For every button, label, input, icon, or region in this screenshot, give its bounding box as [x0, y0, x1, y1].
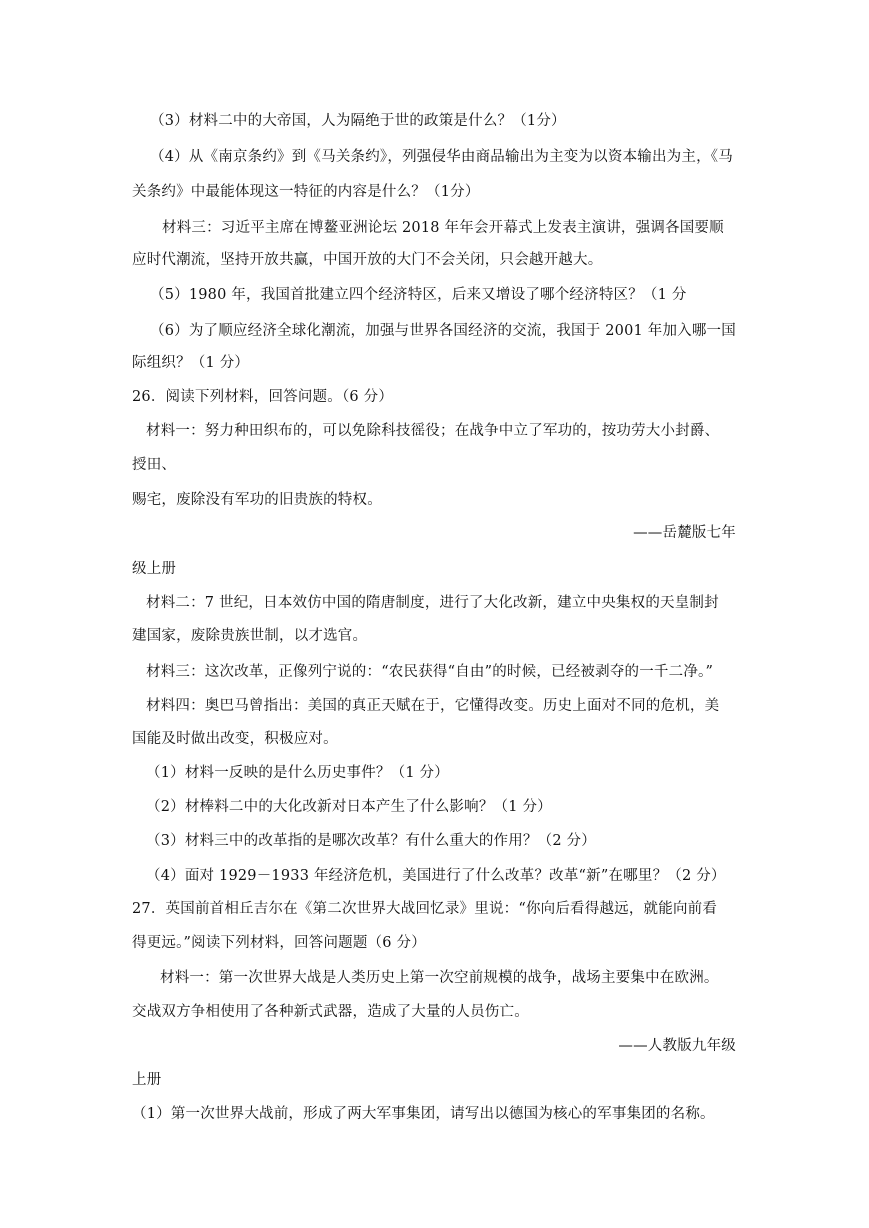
- question-27-heading-line-2: 得更远。”阅读下列材料，回答问题题（6 分）: [132, 935, 426, 951]
- q27-question-1: （1）第一次世界大战前，形成了两大军事集团，请写出以德国为核心的军事集团的名称。: [132, 1106, 715, 1122]
- q26-question-2: （2）材棒料二中的大化改新对日本产生了什么影响？（1 分）: [146, 799, 552, 815]
- question-4-line-1: （4）从《南京条约》到《马关条约》，列强侵华由商品输出为主变为以资本输出为主，《马: [150, 149, 733, 165]
- q26-question-4: （4）面对 1929－1933 年经济危机，美国进行了什么改革？改革“新”在哪里？（2 分）: [146, 868, 726, 884]
- q26-material-1-source: ——岳麓版七年: [633, 525, 736, 541]
- q26-material-1-line-3: 赐宅，废除没有军功的旧贵族的特权。: [132, 492, 382, 508]
- q26-question-1: （1）材料一反映的是什么历史事件？（1 分）: [146, 765, 449, 781]
- q26-material-1-line-1: 材料一：努力种田织布的，可以免除科技徭役；在战争中立了军功的，按功劳大小封爵、: [146, 423, 720, 439]
- q26-material-2-line-2: 建国家，废除贵族世制，以才选官。: [132, 628, 368, 644]
- q26-material-4-line-1: 材料四：奥巴马曾指出：美国的真正天赋在于，它懂得改变。历史上面对不同的危机，美: [146, 698, 720, 714]
- q27-material-1-line-2: 交战双方争相使用了各种新式武器，造成了大量的人员伤亡。: [132, 1004, 529, 1020]
- q26-question-3: （3）材料三中的改革指的是哪次改革？有什么重大的作用？（2 分）: [146, 833, 596, 849]
- material-3-line-1: 材料三：习近平主席在博鳌亚洲论坛 2018 年年会开幕式上发表主演讲，强调各国要顺: [162, 220, 724, 236]
- question-5: （5）1980 年，我国首批建立四个经济特区，后来又增设了哪个经济特区？（1 分: [150, 287, 687, 303]
- q27-material-1-line-1: 材料一：第一次世界大战是人类历史上第一次空前规模的战争，战场主要集中在欧洲。: [160, 970, 719, 986]
- question-4-line-2: 关条约》中最能体现这一特征的内容是什么？（1分）: [132, 184, 480, 200]
- question-26-heading: 26．阅读下列材料，回答问题。（6 分）: [132, 389, 394, 405]
- q27-material-1-source-cont: 上册: [132, 1072, 162, 1088]
- q27-material-1-source: ——人教版九年级: [618, 1038, 736, 1054]
- question-6-line-2: 际组织？（1 分）: [132, 355, 250, 371]
- question-6-line-1: （6）为了顺应经济全球化潮流，加强与世界各国经济的交流，我国于 2001 年加入哪一国: [150, 323, 736, 339]
- question-3: （3）材料二中的大帝国，人为隔绝于世的政策是什么？（1分）: [150, 113, 566, 129]
- q26-material-2-line-1: 材料二：7 世纪，日本效仿中国的隋唐制度，进行了大化改新，建立中央集权的天皇制封: [146, 595, 719, 611]
- q26-material-4-line-2: 国能及时做出改变，积极应对。: [132, 731, 338, 747]
- question-27-heading-line-1: 27．英国前首相丘吉尔在《第二次世界大战回忆录》里说：“你向后看得越远，就能向前看: [132, 901, 718, 917]
- q26-material-1-line-2: 授田、: [132, 457, 177, 473]
- q26-material-3: 材料三：这次改革，正像列宁说的：“农民获得“自由”的时候，已经被剥夺的一千二净。”: [146, 664, 714, 680]
- q26-material-1-source-cont: 级上册: [132, 561, 177, 577]
- material-3-line-2: 应时代潮流，坚持开放共赢，中国开放的大门不会关闭，只会越开越大。: [132, 252, 603, 268]
